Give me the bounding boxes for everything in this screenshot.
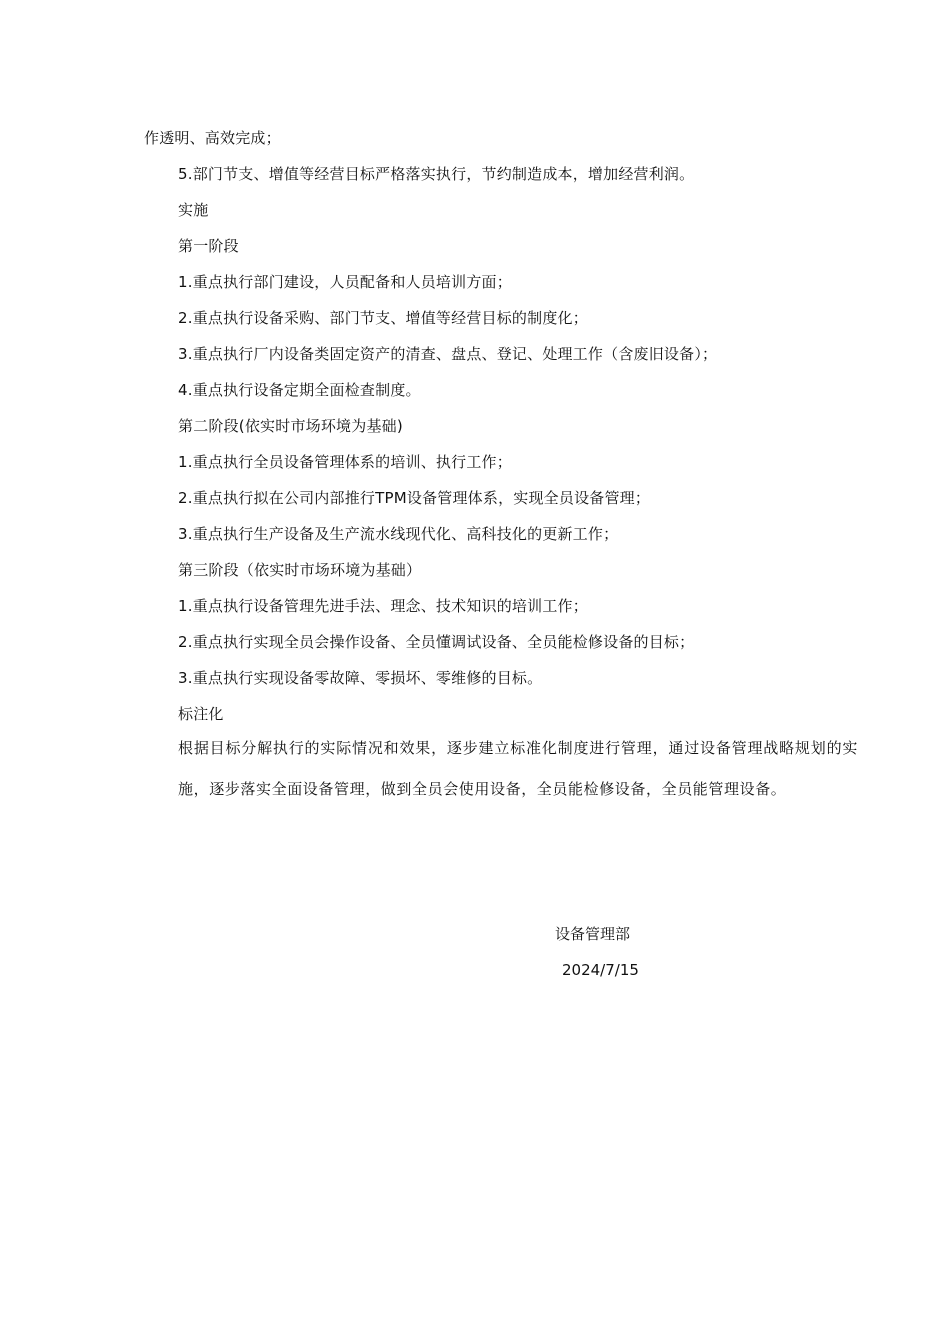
section-heading-standardization: 标注化 <box>178 705 224 723</box>
phase1-item-2: 2.重点执行设备采购、部门节支、增值等经营目标的制度化； <box>178 309 588 327</box>
phase3-item-2: 2.重点执行实现全员会操作设备、全员懂调试设备、全员能检修设备的目标； <box>178 633 695 651</box>
phase-heading-3: 第三阶段（依实时市场环境为基础） <box>178 561 422 579</box>
phase-heading-2: 第二阶段(依实时市场环境为基础) <box>178 417 403 435</box>
text-line-continuation: 作透明、高效完成； <box>144 129 281 147</box>
signature-date: 2024/7/15 <box>562 961 639 979</box>
phase2-item-2: 2.重点执行拟在公司内部推行TPM设备管理体系，实现全员设备管理； <box>178 489 651 507</box>
phase3-item-3: 3.重点执行实现设备零故障、零损坏、零维修的目标。 <box>178 669 543 687</box>
phase1-item-4: 4.重点执行设备定期全面检查制度。 <box>178 381 421 399</box>
section-heading-implementation: 实施 <box>178 201 209 219</box>
phase1-item-1: 1.重点执行部门建设，人员配备和人员培训方面； <box>178 273 512 291</box>
text-line-item-5: 5.部门节支、增值等经营目标严格落实执行，节约制造成本，增加经营利润。 <box>178 165 695 183</box>
phase2-item-3: 3.重点执行生产设备及生产流水线现代化、高科技化的更新工作； <box>178 525 619 543</box>
standardization-paragraph: 根据目标分解执行的实际情况和效果，逐步建立标准化制度进行管理，通过设备管理战略规划的实施，逐步落实全面设备管理，做到全员会使用设备，全员能检修设备，全员能管理设备。 <box>178 739 858 798</box>
phase1-item-3: 3.重点执行厂内设备类固定资产的清查、盘点、登记、处理工作（含废旧设备）； <box>178 345 718 363</box>
phase-heading-1: 第一阶段 <box>178 237 239 255</box>
phase2-item-1: 1.重点执行全员设备管理体系的培训、执行工作； <box>178 453 512 471</box>
signature-department: 设备管理部 <box>555 925 631 943</box>
phase3-item-1: 1.重点执行设备管理先进手法、理念、技术知识的培训工作； <box>178 597 588 615</box>
